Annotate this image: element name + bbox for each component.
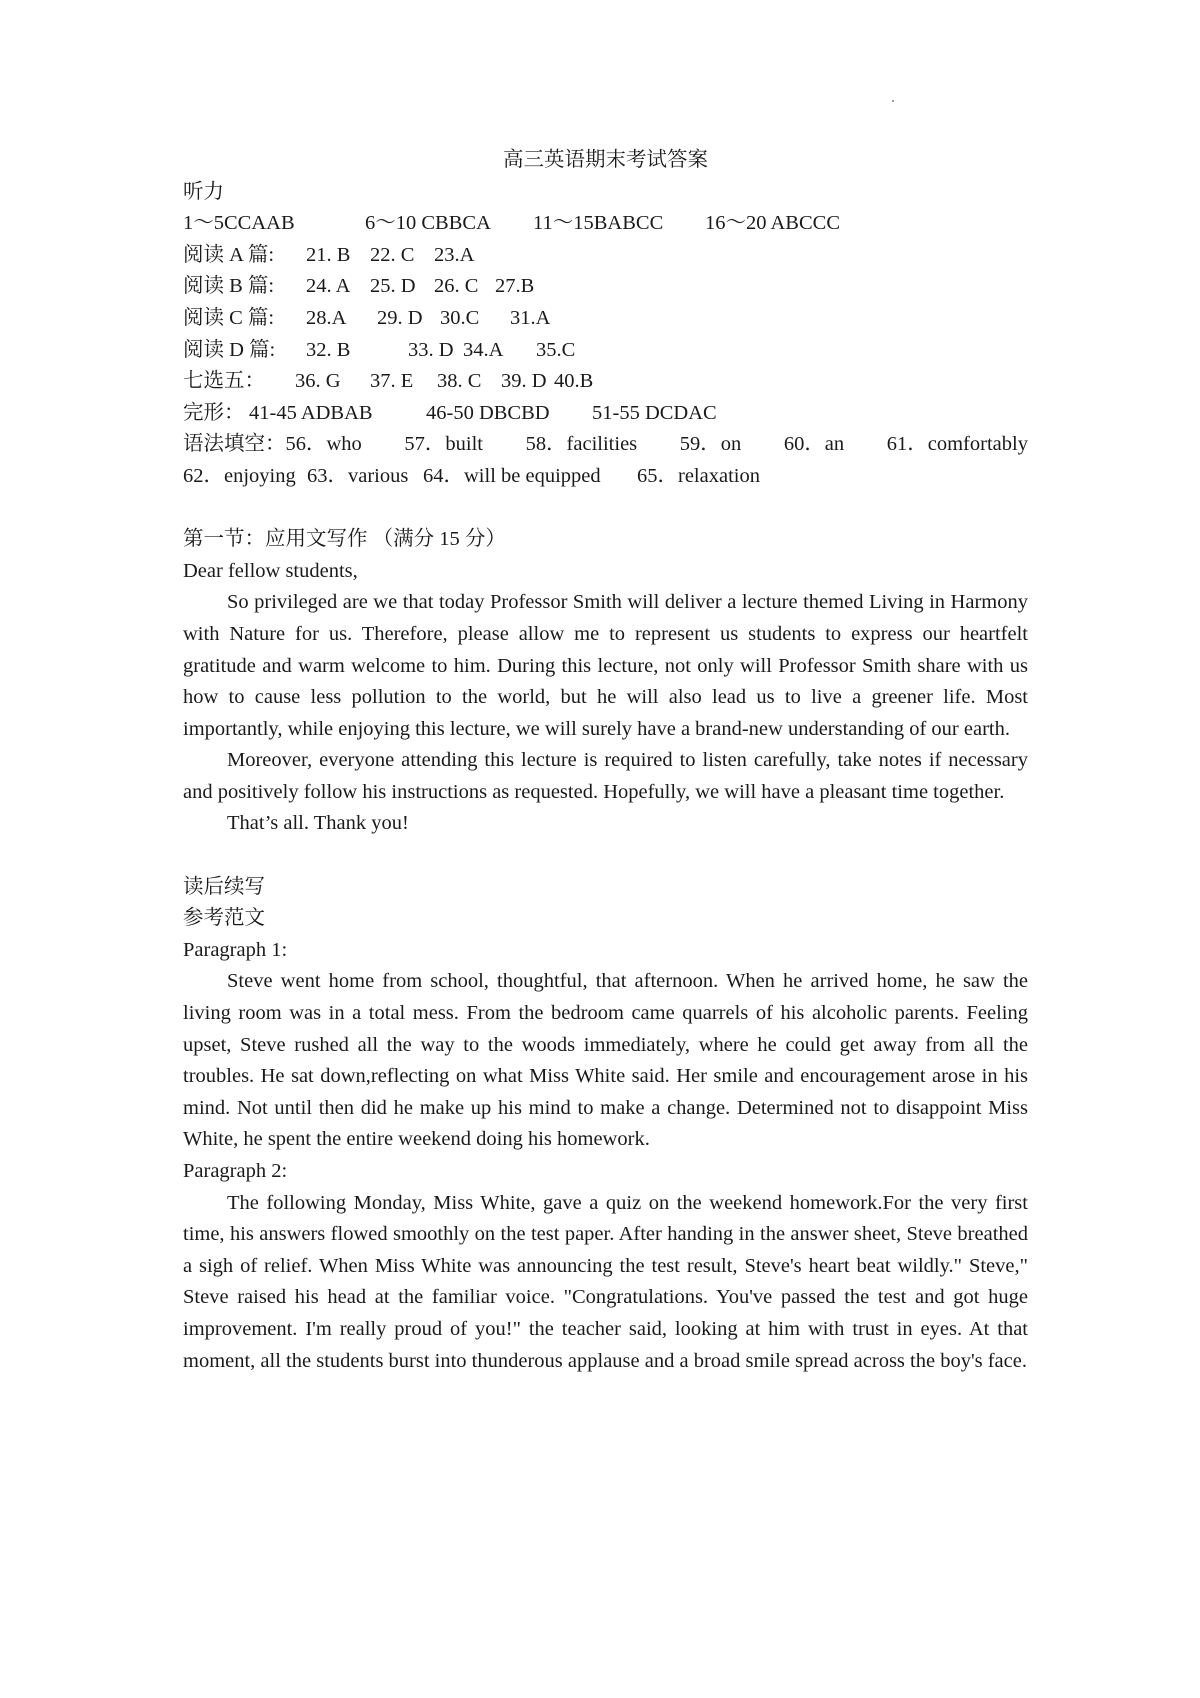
listening-group: 11～15BABCC <box>533 212 664 235</box>
grammar-answer: 63．various <box>307 464 409 487</box>
reading-label: 阅读 A 篇: <box>183 243 275 266</box>
grammar-answer: 57．built <box>404 433 483 456</box>
grammar-answer: 64．will be equipped <box>423 464 601 487</box>
reading-answer: 35.C <box>536 338 576 361</box>
grammar-answer: 59．on <box>679 433 742 456</box>
writing-paragraph: Moreover, everyone attending this lecture is required to listen carefully, take notes if necessary and positively follow his instructions as requested. Hopefully, we will have a pleasant time together. <box>183 749 1028 803</box>
paragraph-2-label: Paragraph 2: <box>183 1160 288 1182</box>
reading-label: 阅读 C 篇: <box>183 306 275 329</box>
reading-answer: 25. D <box>370 275 416 298</box>
writing-paragraph: That’s all. Thank you! <box>227 812 409 835</box>
grammar-answer: 58．facilities <box>525 433 638 456</box>
seven-five-answer: 40.B <box>554 370 594 393</box>
reading-d-row <box>183 335 1028 367</box>
grammar-answer: 62．enjoying <box>183 464 296 487</box>
continuation-subheading: 参考范文 <box>183 907 265 930</box>
cloze-row <box>183 398 1028 430</box>
listening-group: 1～5CCAAB <box>183 212 295 235</box>
listening-answers <box>183 208 1028 240</box>
seven-five-row <box>183 366 1028 398</box>
cloze-label: 完形： <box>183 401 245 424</box>
scan-speck <box>892 100 894 102</box>
reading-answer: 21. B <box>306 243 351 266</box>
reading-label: 阅读 D 篇: <box>183 338 276 361</box>
grammar-answer: 61．comfortably <box>886 433 1028 456</box>
paragraph-2-text: The following Monday, Miss White, gave a quiz on the weekend homework.For the very first time, his answers flowed smoothly on the test paper. After handing in the answer sheet, Steve breathed a sigh of relief. When Miss White was announcing the test result, Steve's heart beat wildly." Steve," Steve raised his head at the familiar voice. "Congratulations. You've passed the test and got huge improvement. I'm really proud of you!" the teacher said, looking at him with trust in eyes. At that moment, all the students burst into thunderous applause and a broad smile spread across the boy's face. <box>183 1191 1028 1372</box>
grammar-row-2 <box>183 461 1028 493</box>
reading-b-row <box>183 271 1028 303</box>
reading-answer: 24. A <box>306 275 351 298</box>
paragraph-1-label: Paragraph 1: <box>183 938 288 961</box>
reading-answer: 29. D <box>377 306 423 329</box>
reading-answer: 26. C <box>434 275 479 298</box>
paragraph-1-text: Steve went home from school, thoughtful, that afternoon. When he arrived home, he saw the living room was in a total mess. From the bedroom came quarrels of his alcoholic parents. Feeling upset, Steve rushed all the way to the woods immediately, where he could get away from all the troubles. He sat down,reflecting on what Miss White said. Her smile and encouragement arose in his mind. Not until then did he make up his mind to make a change. Determined not to disappoint Miss White, he spent the entire weekend doing his homework. <box>183 970 1028 1151</box>
answer-document <box>183 145 1028 1377</box>
cloze-group: 46-50 DBCBD <box>426 401 550 424</box>
continuation-heading: 读后续写 <box>183 875 265 898</box>
seven-five-answer: 38. C <box>437 370 482 393</box>
cloze-group: 41-45 ADBAB <box>249 401 373 424</box>
reading-answer: 28.A <box>306 306 347 329</box>
seven-five-label: 七选五： <box>183 370 265 393</box>
reading-a-row <box>183 240 1028 272</box>
seven-five-answer: 37. E <box>370 370 414 393</box>
reading-answer: 32. B <box>306 338 351 361</box>
reading-answer: 27.B <box>495 275 535 298</box>
grammar-answer: 65．relaxation <box>637 464 760 487</box>
page-title: 高三英语期末考试答案 <box>503 149 708 171</box>
writing-body <box>183 587 1028 840</box>
reading-answer: 33. D <box>408 338 454 361</box>
seven-five-answer: 39. D <box>501 370 547 393</box>
reading-answer: 34.A <box>463 338 504 361</box>
cloze-group: 51-55 DCDAC <box>592 401 717 424</box>
reading-answer: 22. C <box>370 243 415 266</box>
reading-label: 阅读 B 篇: <box>183 275 275 298</box>
reading-answer: 23.A <box>434 243 475 266</box>
reading-answer: 30.C <box>440 306 480 329</box>
seven-five-answer: 36. G <box>295 370 341 393</box>
reading-answer: 31.A <box>510 306 551 329</box>
grammar-row-1 <box>183 429 1028 461</box>
grammar-answer: 语法填空：56．who <box>183 433 362 456</box>
writing-salutation: Dear fellow students, <box>183 559 358 582</box>
grammar-answer: 60．an <box>783 433 845 456</box>
listening-group: 16～20 ABCCC <box>705 212 840 235</box>
reading-c-row <box>183 303 1028 335</box>
writing-paragraph: So privileged are we that today Professor Smith will deliver a lecture themed Living in Harmony with Nature for us. Therefore, please allow me to represent us students to express our heartfelt gratitude and warm welcome to him. During this lecture, not only will Professor Smith share with us how to cause less pollution to the world, but he will also lead us to live a greener life. Most importantly, while enjoying this lecture, we will surely have a brand-new understanding of our earth. <box>183 591 1028 740</box>
writing-heading: 第一节：应用文写作 （满分 15 分） <box>183 528 506 551</box>
listening-group: 6～10 CBBCA <box>365 212 491 235</box>
listening-heading: 听力 <box>183 180 224 203</box>
